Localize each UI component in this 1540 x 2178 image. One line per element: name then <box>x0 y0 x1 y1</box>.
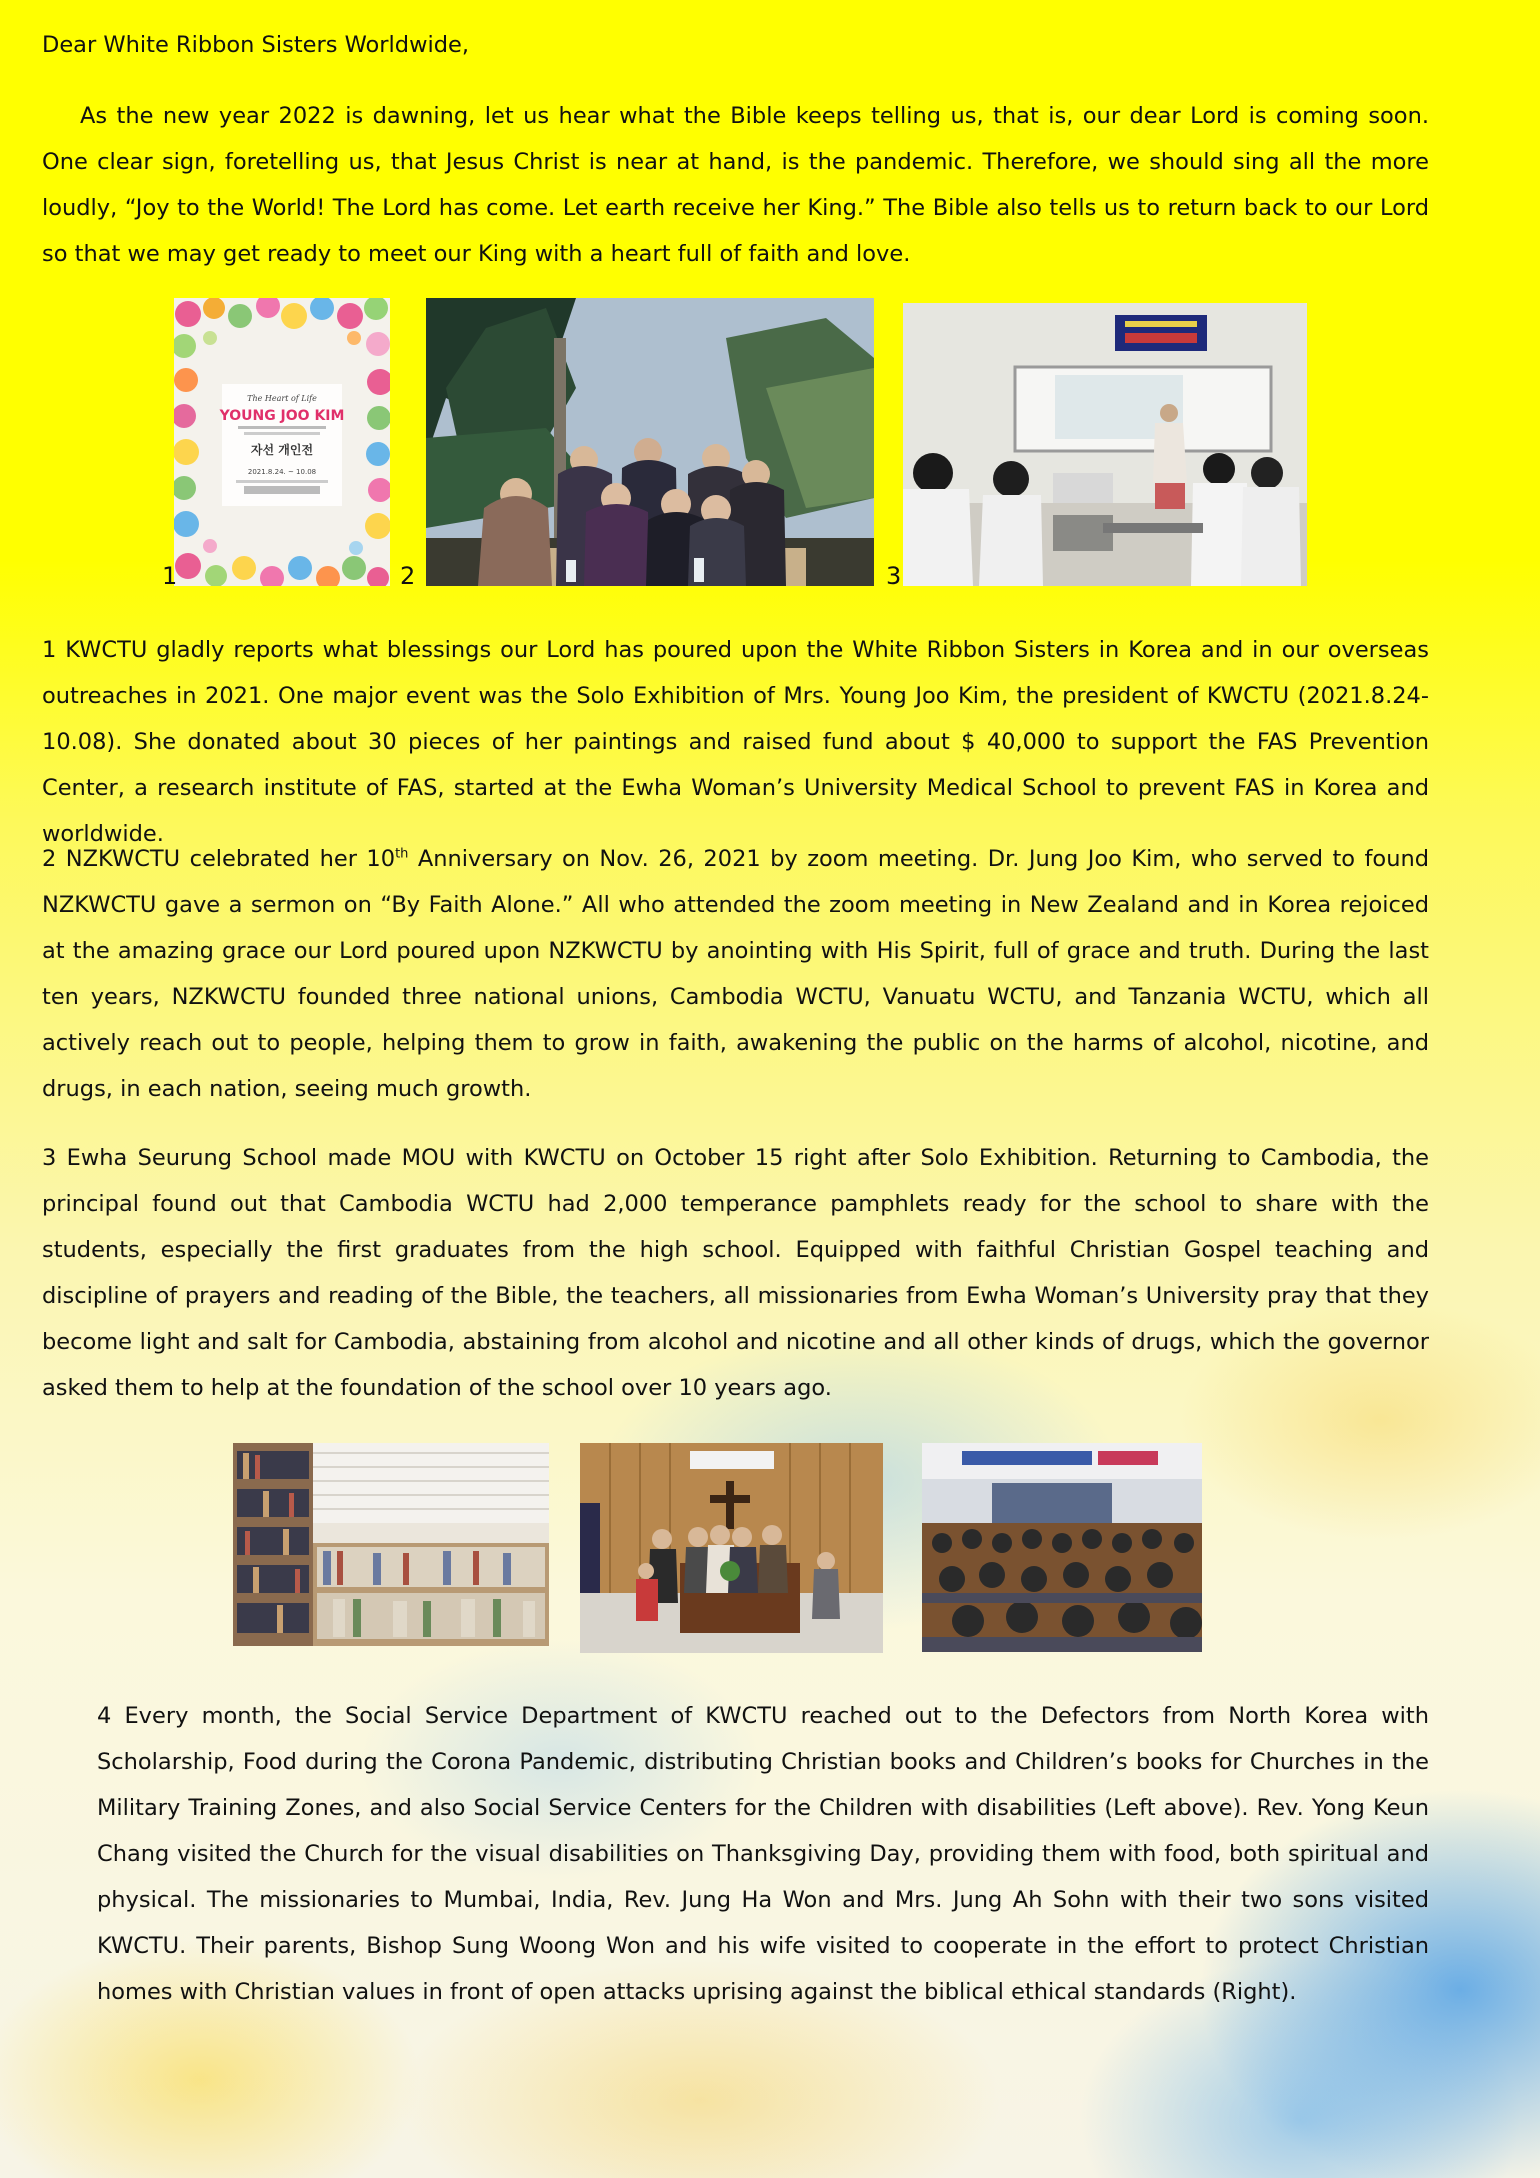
poster-korean-title: 자선 개인전 <box>250 443 314 457</box>
poster-kicker: The Heart of Life <box>247 394 317 403</box>
church-congregation-photo <box>922 1443 1202 1652</box>
exhibition-poster-photo <box>174 298 390 586</box>
paragraph-4: 4 Every month, the Social Service Department of KWCTU reached out to the Defectors from North Korea with Scholarship, Food during the Corona Pandemic, distributing Christian books and Children’s books for Churches in the Military Training Zones, and also Social Service Centers for the Children with disabilities (Left above). Rev. Yong Keun Chang visited the Church for the visual disabilities on Thanksgiving Day, providing them with food, both spiritual and physical. The missionaries to Mumbai, India, Rev. Jung Ha Won and Mrs. Jung Ah Sohn with their two sons visited KWCTU. Their parents, Bishop Sung Woong Won and his wife visited to cooperate in the effort to protect Christian homes with Christian values in front of open attacks uprising against the biblical ethical standards (Right). <box>97 1703 1429 2005</box>
greeting: Dear White Ribbon Sisters Worldwide, <box>42 32 470 58</box>
paragraph-1: 1 KWCTU gladly reports what blessings our Lord has poured upon the White Ribbon Sisters in Korea and in our overseas outreaches in 2021. One major event was the Solo Exhibition of Mrs. Young Joo Kim, the president of KWCTU (2021.8.24-10.08). She donated about 30 pieces of her paintings and raised fund about $ 40,000 to support the FAS Prevention Center, a research institute of FAS, started at the Ewha Woman’s University Medical School to prevent FAS in Korea and worldwide. <box>42 637 1429 847</box>
paragraph-3: 3 Ewha Seurung School made MOU with KWCTU on October 15 right after Solo Exhibition. Returning to Cambodia, the principal found out that Cambodia WCTU had 2,000 temperance pamphlets ready for the school to share with the students, especially the first graduates from the high school. Equipped with faithful Christian Gospel teaching and discipline of prayers and reading of the Bible, the teachers, all missionaries from Ewha Woman’s University pray that they become light and salt for Cambodia, abstaining from alcohol and nicotine and all other kinds of drugs, which the governor asked them to help at the foundation of the school over 10 years ago. <box>42 1145 1429 1401</box>
poster-name: YOUNG JOO KIM <box>219 408 345 424</box>
paragraph-2 <box>42 836 1429 1112</box>
paragraph-2-sup: th <box>395 846 409 862</box>
photo-label-1: 1 <box>162 562 178 590</box>
anniversary-group-photo <box>426 298 874 586</box>
church-thanksgiving-photo <box>580 1443 883 1653</box>
classroom-photo <box>903 303 1307 586</box>
paragraph-2-rest: Anniversary on Nov. 26, 2021 by zoom meeting. Dr. Jung Joo Kim, who served to found NZKWCTU gave a sermon on “By Faith Alone.” All who attended the zoom meeting in New Zealand and in Korea rejoiced at the amazing grace our Lord poured upon NZKWCTU by anointing with His Spirit, full of grace and truth. During the last ten years, NZKWCTU founded three national unions, Cambodia WCTU, Vanuatu WCTU, and Tanzania WCTU, which all actively reach out to people, helping them to grow in faith, awakening the public on the harms of alcohol, nicotine, and drugs, in each nation, seeing much growth. <box>42 846 1429 1102</box>
paragraph-2-start: 2 NZKWCTU celebrated her 10 <box>42 846 396 872</box>
intro-paragraph: As the new year 2022 is dawning, let us hear what the Bible keeps telling us, that is, our dear Lord is coming soon. One clear sign, foretelling us, that Jesus Christ is near at hand, is the pandemic. Therefore, we should sing all the more loudly, “Joy to the World! The Lord has come. Let earth receive her King.” The Bible also tells us to return back to our Lord so that we may get ready to meet our King with a heart full of faith and love. <box>42 103 1429 267</box>
photo-label-3: 3 <box>886 562 902 590</box>
library-bookshelf-photo <box>233 1443 549 1646</box>
poster-dates: 2021.8.24. ~ 10.08 <box>247 468 317 476</box>
photo-label-2: 2 <box>400 562 416 590</box>
